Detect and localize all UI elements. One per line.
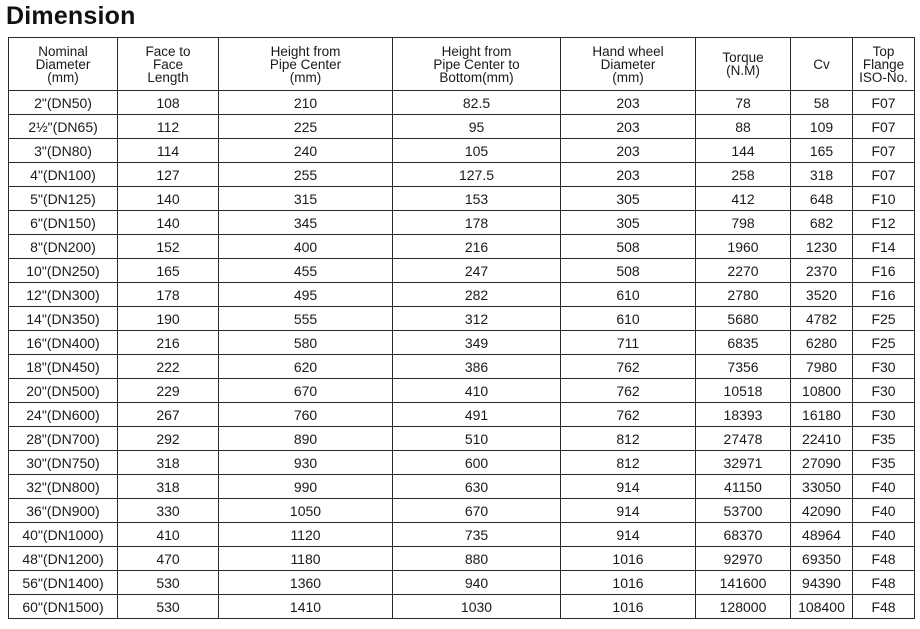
cell-height-bottom: 735 <box>393 523 561 547</box>
cell-hand-wheel: 508 <box>561 235 696 259</box>
cell-cv: 109 <box>791 115 853 139</box>
cell-cv: 48964 <box>791 523 853 547</box>
cell-cv: 58 <box>791 91 853 115</box>
cell-top-flange: F16 <box>853 283 915 307</box>
cell-hand-wheel: 812 <box>561 427 696 451</box>
cell-nominal-diameter: 20"(DN500) <box>9 379 118 403</box>
cell-torque: 53700 <box>696 499 791 523</box>
cell-top-flange: F35 <box>853 427 915 451</box>
table-row <box>9 187 915 211</box>
cell-face-to-face: 140 <box>118 211 219 235</box>
table-row <box>9 91 915 115</box>
cell-face-to-face: 190 <box>118 307 219 331</box>
cell-torque: 32971 <box>696 451 791 475</box>
cell-nominal-diameter: 3"(DN80) <box>9 139 118 163</box>
cell-top-flange: F10 <box>853 187 915 211</box>
cell-height-pipe-center: 455 <box>219 259 393 283</box>
header-face-to-face-length: Face to Face Length <box>118 38 219 91</box>
cell-hand-wheel: 762 <box>561 403 696 427</box>
table-row <box>9 259 915 283</box>
cell-face-to-face: 222 <box>118 355 219 379</box>
cell-hand-wheel: 203 <box>561 115 696 139</box>
cell-top-flange: F30 <box>853 355 915 379</box>
cell-height-bottom: 282 <box>393 283 561 307</box>
cell-top-flange: F40 <box>853 523 915 547</box>
cell-top-flange: F40 <box>853 475 915 499</box>
cell-height-pipe-center: 1180 <box>219 547 393 571</box>
table-row <box>9 427 915 451</box>
cell-height-bottom: 410 <box>393 379 561 403</box>
cell-height-bottom: 349 <box>393 331 561 355</box>
cell-nominal-diameter: 18"(DN450) <box>9 355 118 379</box>
cell-face-to-face: 318 <box>118 451 219 475</box>
cell-height-bottom: 630 <box>393 475 561 499</box>
table-row <box>9 379 915 403</box>
cell-hand-wheel: 305 <box>561 187 696 211</box>
cell-top-flange: F30 <box>853 379 915 403</box>
cell-top-flange: F35 <box>853 451 915 475</box>
cell-height-bottom: 940 <box>393 571 561 595</box>
cell-height-pipe-center: 255 <box>219 163 393 187</box>
cell-torque: 68370 <box>696 523 791 547</box>
table-row <box>9 307 915 331</box>
cell-top-flange: F40 <box>853 499 915 523</box>
cell-hand-wheel: 711 <box>561 331 696 355</box>
cell-nominal-diameter: 5"(DN125) <box>9 187 118 211</box>
table-row <box>9 331 915 355</box>
dimension-table <box>8 37 915 619</box>
cell-cv: 165 <box>791 139 853 163</box>
cell-height-pipe-center: 580 <box>219 331 393 355</box>
table-row <box>9 595 915 619</box>
cell-face-to-face: 530 <box>118 571 219 595</box>
cell-face-to-face: 470 <box>118 547 219 571</box>
cell-height-pipe-center: 1120 <box>219 523 393 547</box>
page-title: Dimension <box>6 2 136 30</box>
cell-height-bottom: 127.5 <box>393 163 561 187</box>
cell-torque: 5680 <box>696 307 791 331</box>
cell-height-pipe-center: 225 <box>219 115 393 139</box>
header-top-flange: Top Flange ISO-No. <box>853 38 915 91</box>
cell-height-pipe-center: 760 <box>219 403 393 427</box>
cell-top-flange: F48 <box>853 547 915 571</box>
cell-face-to-face: 165 <box>118 259 219 283</box>
cell-top-flange: F14 <box>853 235 915 259</box>
cell-top-flange: F12 <box>853 211 915 235</box>
cell-nominal-diameter: 36"(DN900) <box>9 499 118 523</box>
cell-cv: 69350 <box>791 547 853 571</box>
cell-cv: 22410 <box>791 427 853 451</box>
cell-top-flange: F07 <box>853 115 915 139</box>
cell-torque: 798 <box>696 211 791 235</box>
cell-face-to-face: 127 <box>118 163 219 187</box>
cell-cv: 16180 <box>791 403 853 427</box>
cell-torque: 78 <box>696 91 791 115</box>
cell-height-pipe-center: 990 <box>219 475 393 499</box>
cell-height-pipe-center: 400 <box>219 235 393 259</box>
cell-cv: 94390 <box>791 571 853 595</box>
table-row <box>9 403 915 427</box>
header-height-from-pipe-center: Height from Pipe Center (mm) <box>219 38 393 91</box>
cell-cv: 648 <box>791 187 853 211</box>
cell-nominal-diameter: 2"(DN50) <box>9 91 118 115</box>
cell-face-to-face: 178 <box>118 283 219 307</box>
cell-cv: 3520 <box>791 283 853 307</box>
header-hand-wheel-diameter: Hand wheel Diameter (mm) <box>561 38 696 91</box>
cell-height-bottom: 510 <box>393 427 561 451</box>
cell-height-pipe-center: 555 <box>219 307 393 331</box>
cell-hand-wheel: 914 <box>561 475 696 499</box>
cell-nominal-diameter: 2½"(DN65) <box>9 115 118 139</box>
cell-nominal-diameter: 12"(DN300) <box>9 283 118 307</box>
cell-hand-wheel: 305 <box>561 211 696 235</box>
cell-cv: 318 <box>791 163 853 187</box>
cell-height-bottom: 1030 <box>393 595 561 619</box>
header-cv: Cv <box>791 38 853 91</box>
table-row <box>9 139 915 163</box>
cell-height-bottom: 386 <box>393 355 561 379</box>
cell-hand-wheel: 1016 <box>561 571 696 595</box>
cell-cv: 1230 <box>791 235 853 259</box>
cell-top-flange: F25 <box>853 331 915 355</box>
cell-face-to-face: 114 <box>118 139 219 163</box>
cell-top-flange: F48 <box>853 595 915 619</box>
cell-torque: 6835 <box>696 331 791 355</box>
cell-cv: 2370 <box>791 259 853 283</box>
cell-nominal-diameter: 4"(DN100) <box>9 163 118 187</box>
cell-hand-wheel: 762 <box>561 379 696 403</box>
cell-height-bottom: 247 <box>393 259 561 283</box>
cell-cv: 7980 <box>791 355 853 379</box>
cell-height-pipe-center: 670 <box>219 379 393 403</box>
cell-hand-wheel: 762 <box>561 355 696 379</box>
cell-height-bottom: 95 <box>393 115 561 139</box>
cell-torque: 41150 <box>696 475 791 499</box>
cell-height-pipe-center: 1360 <box>219 571 393 595</box>
cell-torque: 10518 <box>696 379 791 403</box>
cell-nominal-diameter: 30"(DN750) <box>9 451 118 475</box>
cell-height-bottom: 216 <box>393 235 561 259</box>
cell-cv: 33050 <box>791 475 853 499</box>
cell-torque: 2780 <box>696 283 791 307</box>
cell-nominal-diameter: 40"(DN1000) <box>9 523 118 547</box>
cell-height-pipe-center: 495 <box>219 283 393 307</box>
cell-height-pipe-center: 1410 <box>219 595 393 619</box>
cell-face-to-face: 140 <box>118 187 219 211</box>
cell-hand-wheel: 610 <box>561 283 696 307</box>
cell-height-pipe-center: 620 <box>219 355 393 379</box>
cell-nominal-diameter: 10"(DN250) <box>9 259 118 283</box>
cell-nominal-diameter: 24"(DN600) <box>9 403 118 427</box>
cell-height-bottom: 153 <box>393 187 561 211</box>
cell-top-flange: F07 <box>853 139 915 163</box>
cell-top-flange: F25 <box>853 307 915 331</box>
cell-height-bottom: 312 <box>393 307 561 331</box>
cell-torque: 1960 <box>696 235 791 259</box>
cell-height-bottom: 178 <box>393 211 561 235</box>
table-row <box>9 283 915 307</box>
table-row <box>9 451 915 475</box>
cell-nominal-diameter: 32"(DN800) <box>9 475 118 499</box>
cell-height-pipe-center: 210 <box>219 91 393 115</box>
cell-nominal-diameter: 48"(DN1200) <box>9 547 118 571</box>
table-body <box>9 91 915 619</box>
table-row <box>9 163 915 187</box>
cell-hand-wheel: 203 <box>561 139 696 163</box>
cell-height-pipe-center: 315 <box>219 187 393 211</box>
header-nominal-diameter: Nominal Diameter (mm) <box>9 38 118 91</box>
table-row <box>9 571 915 595</box>
table-row <box>9 211 915 235</box>
cell-height-bottom: 105 <box>393 139 561 163</box>
cell-top-flange: F07 <box>853 91 915 115</box>
cell-cv: 682 <box>791 211 853 235</box>
cell-torque: 18393 <box>696 403 791 427</box>
cell-cv: 42090 <box>791 499 853 523</box>
header-torque: Torque (N.M) <box>696 38 791 91</box>
cell-face-to-face: 108 <box>118 91 219 115</box>
cell-hand-wheel: 1016 <box>561 547 696 571</box>
cell-torque: 2270 <box>696 259 791 283</box>
cell-nominal-diameter: 16"(DN400) <box>9 331 118 355</box>
cell-top-flange: F48 <box>853 571 915 595</box>
cell-torque: 92970 <box>696 547 791 571</box>
cell-face-to-face: 216 <box>118 331 219 355</box>
cell-height-bottom: 880 <box>393 547 561 571</box>
cell-cv: 4782 <box>791 307 853 331</box>
cell-top-flange: F30 <box>853 403 915 427</box>
cell-nominal-diameter: 28"(DN700) <box>9 427 118 451</box>
cell-torque: 27478 <box>696 427 791 451</box>
cell-face-to-face: 292 <box>118 427 219 451</box>
table-header-row <box>9 38 915 91</box>
cell-face-to-face: 112 <box>118 115 219 139</box>
cell-nominal-diameter: 60"(DN1500) <box>9 595 118 619</box>
cell-nominal-diameter: 6"(DN150) <box>9 211 118 235</box>
cell-height-pipe-center: 345 <box>219 211 393 235</box>
table-row <box>9 499 915 523</box>
cell-face-to-face: 267 <box>118 403 219 427</box>
cell-hand-wheel: 203 <box>561 91 696 115</box>
cell-face-to-face: 410 <box>118 523 219 547</box>
cell-face-to-face: 530 <box>118 595 219 619</box>
table-row <box>9 523 915 547</box>
cell-height-pipe-center: 1050 <box>219 499 393 523</box>
cell-hand-wheel: 1016 <box>561 595 696 619</box>
cell-height-bottom: 82.5 <box>393 91 561 115</box>
cell-height-pipe-center: 240 <box>219 139 393 163</box>
cell-face-to-face: 152 <box>118 235 219 259</box>
cell-top-flange: F16 <box>853 259 915 283</box>
cell-height-bottom: 670 <box>393 499 561 523</box>
table-row <box>9 355 915 379</box>
cell-hand-wheel: 508 <box>561 259 696 283</box>
cell-cv: 6280 <box>791 331 853 355</box>
cell-torque: 88 <box>696 115 791 139</box>
cell-face-to-face: 229 <box>118 379 219 403</box>
cell-face-to-face: 330 <box>118 499 219 523</box>
cell-top-flange: F07 <box>853 163 915 187</box>
cell-hand-wheel: 610 <box>561 307 696 331</box>
table-row <box>9 475 915 499</box>
header-height-center-to-bottom: Height from Pipe Center to Bottom(mm) <box>393 38 561 91</box>
cell-hand-wheel: 812 <box>561 451 696 475</box>
cell-height-bottom: 491 <box>393 403 561 427</box>
cell-hand-wheel: 203 <box>561 163 696 187</box>
cell-nominal-diameter: 56"(DN1400) <box>9 571 118 595</box>
table-row <box>9 115 915 139</box>
cell-hand-wheel: 914 <box>561 499 696 523</box>
table-row <box>9 547 915 571</box>
cell-height-pipe-center: 930 <box>219 451 393 475</box>
cell-hand-wheel: 914 <box>561 523 696 547</box>
cell-face-to-face: 318 <box>118 475 219 499</box>
cell-cv: 108400 <box>791 595 853 619</box>
cell-cv: 10800 <box>791 379 853 403</box>
cell-nominal-diameter: 14"(DN350) <box>9 307 118 331</box>
cell-torque: 141600 <box>696 571 791 595</box>
cell-height-bottom: 600 <box>393 451 561 475</box>
cell-torque: 258 <box>696 163 791 187</box>
cell-height-pipe-center: 890 <box>219 427 393 451</box>
cell-cv: 27090 <box>791 451 853 475</box>
cell-torque: 144 <box>696 139 791 163</box>
cell-torque: 128000 <box>696 595 791 619</box>
table-row <box>9 235 915 259</box>
cell-torque: 7356 <box>696 355 791 379</box>
cell-nominal-diameter: 8"(DN200) <box>9 235 118 259</box>
cell-torque: 412 <box>696 187 791 211</box>
